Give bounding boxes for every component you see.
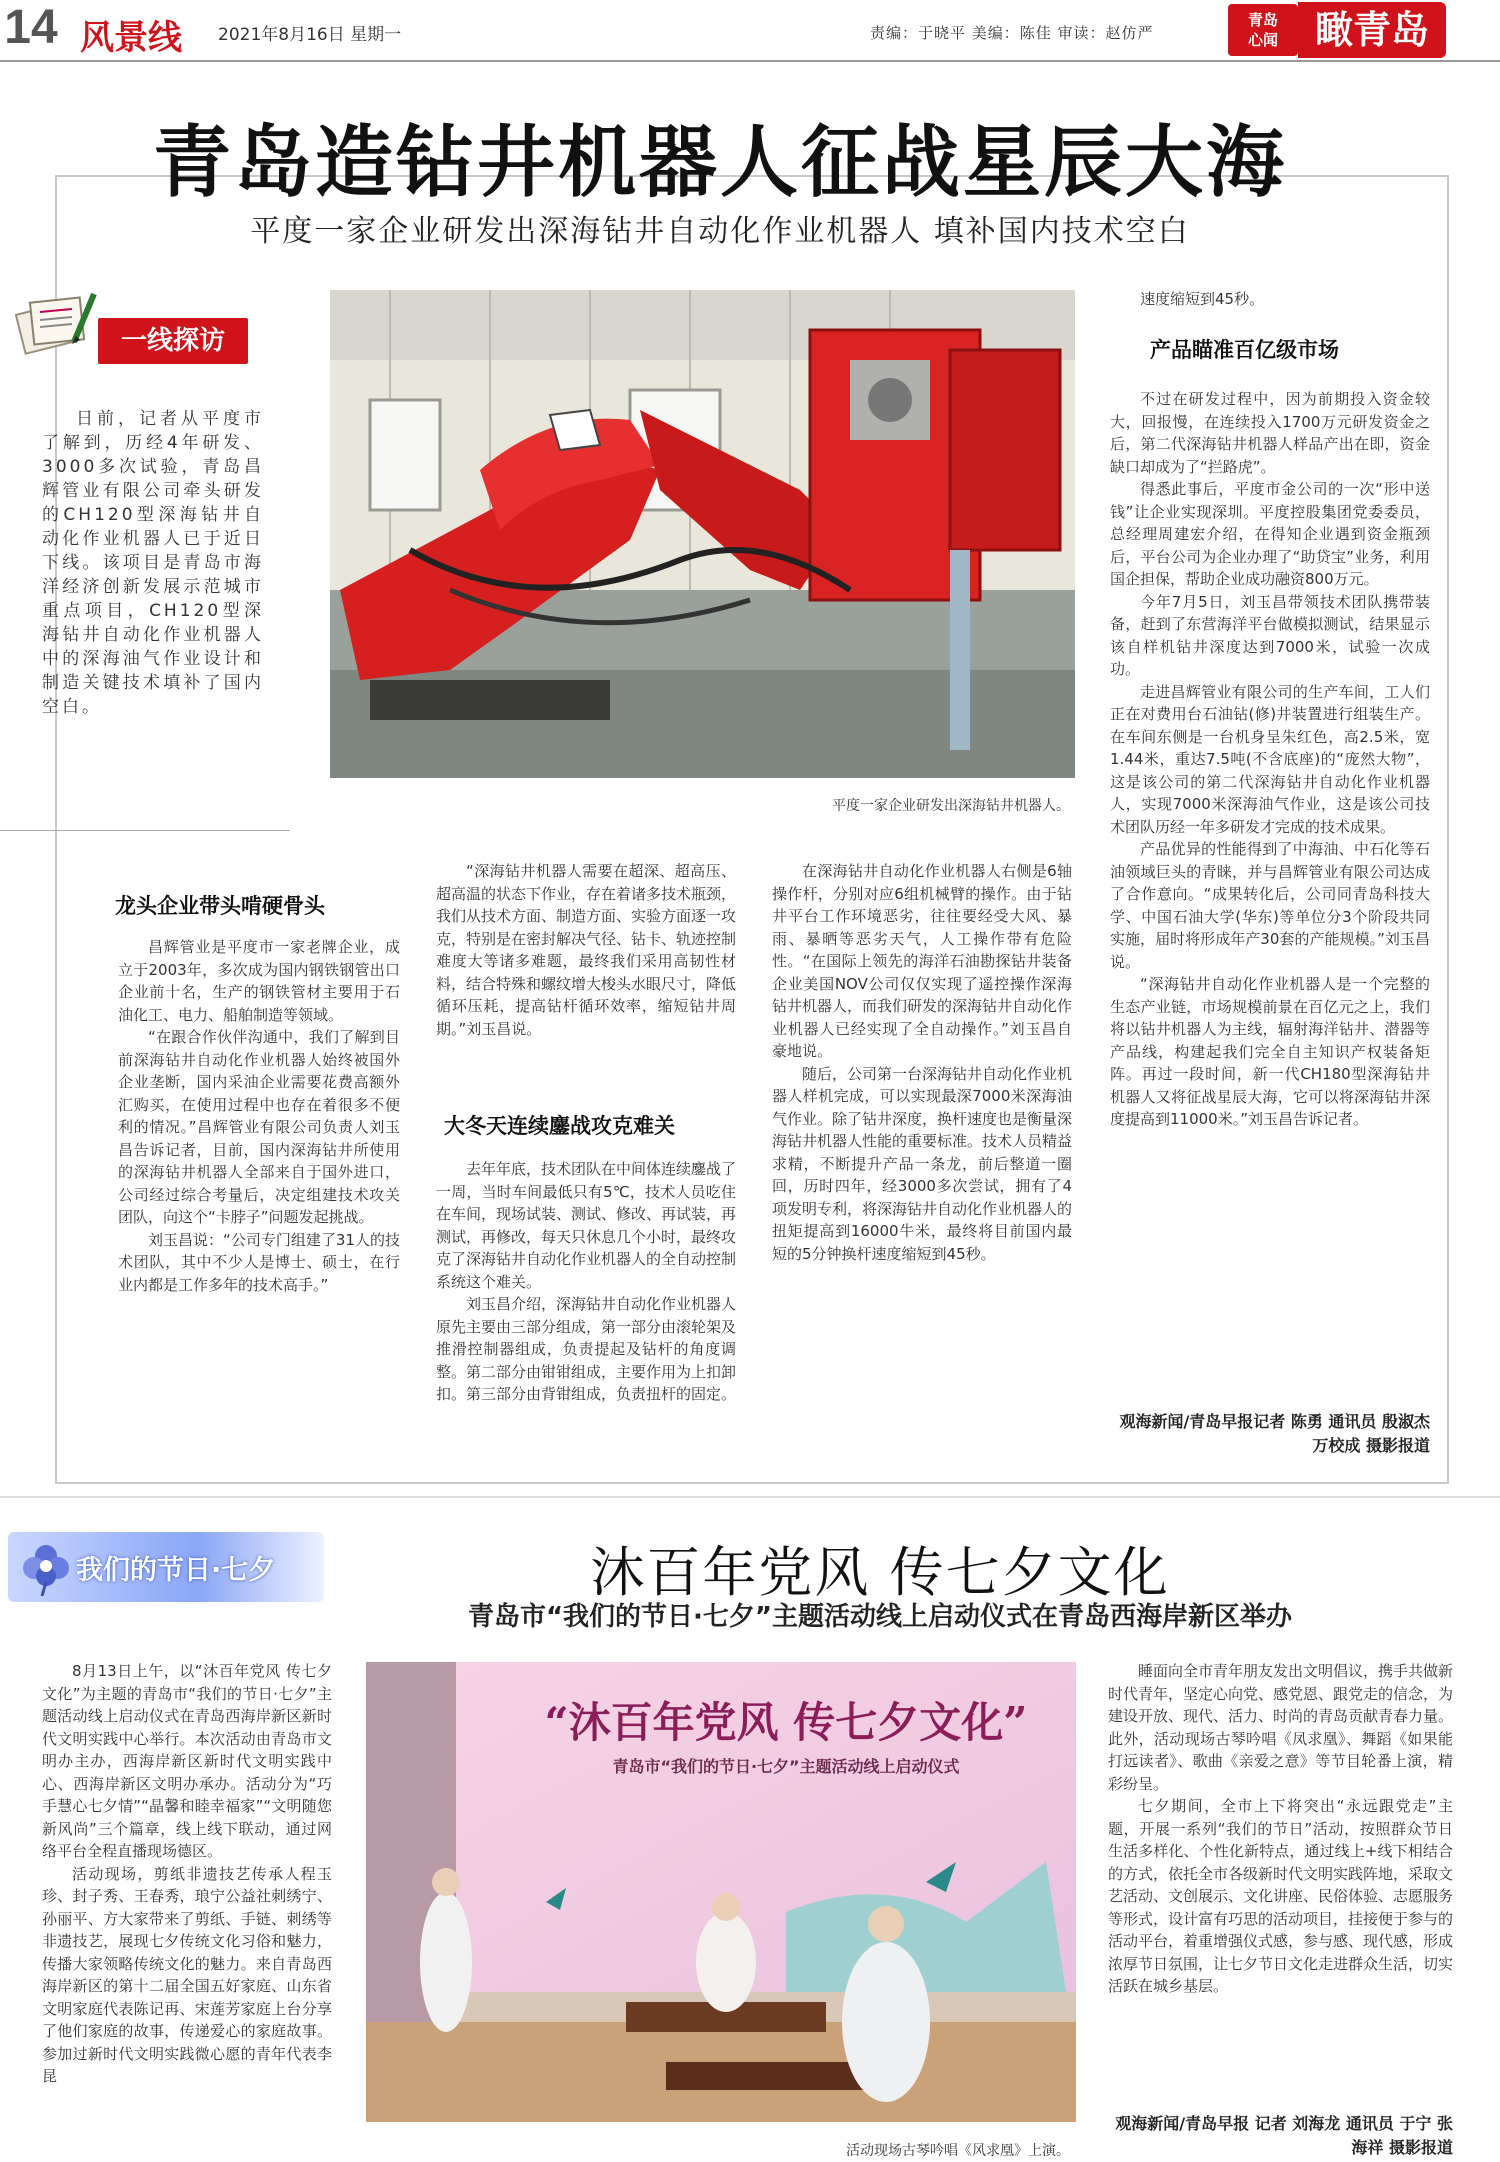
section-heading-1: 龙头企业带头啃硬骨头	[115, 894, 325, 918]
photo-caption: 平度一家企业研发出深海钻井机器人。	[832, 798, 1070, 814]
issue-date: 2021年8月16日 星期一	[218, 25, 402, 45]
newspaper-pen-icon	[14, 290, 104, 356]
photo-banner-title: “沐百年党风 传七夕文化”	[544, 1698, 1028, 1747]
header-rule	[0, 60, 1500, 62]
page-number: 14	[4, 1, 58, 54]
photo-banner-subtitle: 青岛市“我们的节日·七夕”主题活动线上启动仪式	[612, 1757, 960, 1776]
story-divider	[0, 1496, 1500, 1498]
section-2-text: 去年年底，技术团队在中间体连续鏖战了一周，当时车间最低只有5℃，技术人员吃住在车间，现场试装、测试、修改、再试装，再测试，再修改，每天只休息几个小时，最终攻克了深海钻井自动化作业机器人的全自动控制系统这个难关。 刘玉昌介绍，深海钻井自动化作业机器人原先主要由三部分组成，第一部分由滚轮架及推滑控制器组成，负责提起及钻杆的角度调整。第二部分由钳钳组成，主要作用为上扣卸扣。第三部分由背钳组成，负责扭杆的固定。	[436, 1160, 737, 1403]
column-3-text: 在深海钻井自动化作业机器人右侧是6轴操作杆，分别对应6组机械臂的操作。由于钻井平台工作环境恶劣，往往要经受大风、暴雨、暴晒等恶劣天气，人工操作带有危险性。“在国际上领先的海洋石油勘探钻井装备企业美国NOV公司仅仅实现了遥控操作深海钻井机器人，而我们研发的深海钻井自动化作业机器人已经实现了全自动操作。”刘玉昌自豪地说。 随后，公司第一台深海钻井自动化作业机器人样机完成，可以实现最深7000米深海油气作业。除了钻井深度，换杆速度也是衡量深海钻井机器人性能的重要标准。技术人员精益求精，不断提升产品一条龙，前后整道一圈回，历时四年，经3000多次尝试，拥有了4项发明专利，将深海钻井自动化作业机器人的扭矩提高到16000牛米，最终将目前国内最短的5分钟换杆速度缩短到45秒。	[772, 862, 1073, 1263]
badge-label: 一线探访	[98, 318, 248, 364]
story2-byline: 观海新闻/青岛早报 记者 刘海龙 通讯员 于宁 张海祥 摄影报道	[1115, 2114, 1453, 2157]
story-byline: 观海新闻/青岛早报记者 陈勇 通讯员 殷淑杰 万校成 摄影报道	[1119, 1412, 1430, 1455]
story2-column-1: 8月13日上午，以“沐百年党风 传七夕文化”为主题的青岛市“我们的节日·七夕”主题活动线上启动仪式在青岛西海岸新区新时代文明实践中心举行。本次活动由青岛市文明办主办，西海岸新区新时代文明实践中心、西海岸新区文明办承办。活动分为“巧手慧心七夕情”“晶馨和睦幸福家”“文明随您新风尚”三个篇章，线上线下联动，通过网络平台全程直播现场德区。 活动现场，剪纸非遗技艺传承人程玉珍、封子秀、王春秀，琅宁公益社刺绣宁、孙丽平、方大家带来了剪纸、手链、刺绣等非遗技艺，展现七夕传统文化习俗和魅力，传播大家领略传统文化的魅力。来自青岛西海岸新区的第十二届全国五好家庭、山东省文明家庭代表陈记再、宋莲芳家庭上台分享了他们家庭的故事，传递爱心的家庭故事。参加过新时代文明实践微心愿的青年代表李昆	[42, 1662, 332, 2085]
section-1-text: 昌辉管业是平度市一家老牌企业，成立于2003年，多次成为国内钢铁钢管出口企业前十名，生产的钢铁管材主要用于石油化工、电力、船舶制造等领域。 “在跟合作伙伴沟通中，我们了解到目前深海钻井自动化作业机器人始终被国外企业垄断，国内采油企业需要花费高额外汇购买，在使用过程中也存在着很多不便利的情况。”昌辉管业有限公司负责人刘玉昌告诉记者，目前，国内深海钻井所使用的深海钻井机器人全部来自于国外进口，公司经过综合考量后，决定组建技术攻关团队，向这个“卡脖子”问题发起挑战。 刘玉昌说：“公司专门组建了31人的技术团队，其中不少人是博士、硕士，在行业内都是工作多年的技术高手。”	[118, 938, 400, 1294]
story2-column-2: 睡面向全市青年朋友发出文明倡议，携手共做新时代青年，坚定心向党、感党恩、跟党走的信念，为建设开放、现代、活力、时尚的青岛贡献青春力量。此外，活动现场古琴吟唱《凤求凰》、舞蹈《如果能打远读者》、歌曲《亲爱之意》等节目轮番上演，精彩纷呈。 七夕期间，全市上下将突出“永远跟党走”主题，开展一系列“我们的节日”活动，按照群众节日生活多样化、个性化新特点，通过线上+线下相结合的方式，依托全市各级新时代文明实践阵地，采取文艺活动、文创展示、文化讲座、民俗体验、志愿服务等形式，设计富有巧思的活动项目，挂接便于参与的活动平台，着重增强仪式感，参与感、现代感，形成浓厚节日氛围，让七夕节日文化走进群众生活，切实活跃在城乡基层。	[1108, 1662, 1454, 1995]
section-name: 风景线	[80, 18, 182, 58]
event-photo-caption: 活动现场古琴吟唱《风求凰》上演。	[846, 2143, 1070, 2159]
flower-icon	[18, 1538, 74, 1596]
lede-paragraph: 日前，记者从平度市了解到，历经4年研发、3000多次试验，青岛昌辉管业有限公司牵头研发的CH120型深海钻井自动化作业机器人已于近日下线。该项目是青岛市海洋经济创新发展示范城市重点项目，CH120型深海钻井自动化作业机器人中的深海油气作业设计和制造关键技术填补了国内空白。	[42, 409, 264, 717]
robot-photo	[330, 290, 1075, 778]
second-headline: 沐百年党风 传七夕文化	[590, 1541, 1170, 1604]
column-2-top: “深海钻井机器人需要在超深、超高压、超高温的状态下作业，存在着诸多技术瓶颈，我们从技术方面、制造方面、实验方面逐一攻克，特别是在密封解决气径、钻卡、轨迹控制难度大等诸多难题，最终我们采用高韧性材料，结合特殊和螺纹增大梭头水眼尺寸，降低循环压耗，提高钻杆循环效率，缩短钻井周期。”刘玉昌说。	[436, 862, 737, 1038]
festival-badge-label: 我们的节日·七夕	[76, 1555, 276, 1586]
brand-logo-box: 青岛 心闻	[1228, 4, 1298, 56]
brand-title: 瞰青岛	[1298, 2, 1446, 58]
column-4-top: 速度缩短到45秒。	[1140, 290, 1265, 308]
lede-divider	[0, 830, 290, 831]
main-headline: 青岛造钻井机器人征战星辰大海	[152, 118, 1287, 208]
editor-credits: 责编：于晓平 美编：陈佳 审读：赵仿严	[870, 24, 1154, 42]
section-heading-2: 大冬天连续鏖战攻克难关	[444, 1114, 675, 1138]
main-subheadline: 平度一家企业研发出深海钻井自动化作业机器人 填补国内技术空白	[250, 214, 1190, 249]
event-photo	[366, 1662, 1076, 2122]
section-heading-3: 产品瞄准百亿级市场	[1150, 338, 1339, 362]
section-3-text: 不过在研发过程中，因为前期投入资金较大，回报慢，在连续投入1700万元研发资金之后，第二代深海钻井机器人样品产出在即，资金缺口却成为了“拦路虎”。 得悉此事后，平度市金公司的一次“形中送钱”让企业实现深圳。平度控股集团党委委员，总经理周建宏介绍，在得知企业遇到资金瓶颈后，平台公司为企业办理了“助贷宝”业务，利用国企担保，帮助企业成功融资800万元。 今年7月5日，刘玉昌带领技术团队携带装备，赶到了东营海洋平台做模拟测试，结果显示该自样机钻井深度达到7000米，试验一次成功。 走进昌辉管业有限公司的生产车间，工人们正在对费用台石油钻(修)井装置进行组装生产。在车间东侧是一台机身呈朱红色，高2.5米，宽1.44米，重达7.5吨(不含底座)的“庞然大物”，这是该公司的第二代深海钻井自动化作业机器人，实现7000米深海油气作业，这是该公司技术团队历经一年多研发才完成的技术成果。 产品优异的性能得到了中海油、中石化等石油领域巨头的青睐，并与昌辉管业有限公司达成了合作意向。“成果转化后，公司同青岛科技大学、中国石油大学(华东)等单位分3个阶段共同实施，届时将形成年产30套的产能规模。”刘玉昌说。 “深海钻井自动化作业机器人是一个完整的生态产业链，市场规模前景在百亿元之上，我们将以钻井机器人为主线，辐射海洋钻井、潜器等产品线，构建起我们完全自主知识产权装备矩阵。再过一段时间，新一代CH180型深海钻井机器人又将征战星辰大海，它可以将深海钻井深度提高到11000米。”刘玉昌告诉记者。	[1110, 390, 1430, 1128]
second-subheadline: 青岛市“我们的节日·七夕”主题活动线上启动仪式在青岛西海岸新区举办	[467, 1602, 1293, 1632]
